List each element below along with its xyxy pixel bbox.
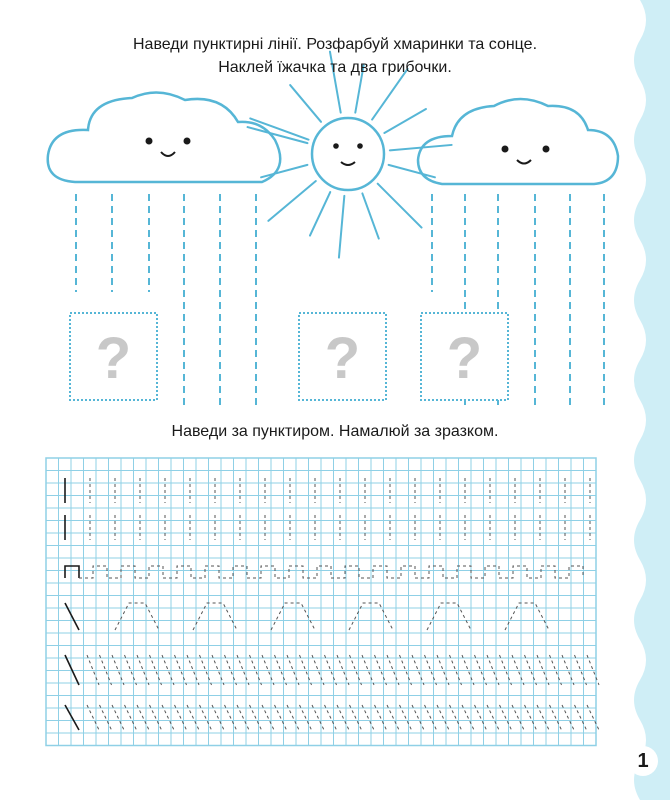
sun-ray	[339, 196, 344, 258]
sun-ray	[378, 184, 422, 228]
sun-ray	[290, 85, 321, 122]
sticker-placeholder-3	[421, 313, 508, 400]
cloud-left	[48, 92, 281, 182]
sun-ray	[362, 193, 378, 238]
writing-grid	[46, 458, 596, 746]
sticker-placeholder-1	[70, 313, 157, 400]
sticker-area	[70, 313, 508, 400]
instruction-2: Наклей їжачка та два грибочки.	[218, 59, 452, 76]
instruction-3: Наведи за пунктиром. Намалюй за зразком.	[171, 423, 499, 440]
sticker-placeholder-2	[299, 313, 386, 400]
sun-ray	[310, 192, 330, 236]
question-mark-2: ?	[324, 326, 361, 391]
question-mark-1: ?	[95, 326, 132, 391]
margin-decoration	[634, 0, 670, 800]
page-number: 1	[628, 746, 658, 776]
cloud-right	[418, 99, 618, 184]
sun-ray	[268, 181, 315, 221]
sun-ray	[384, 109, 426, 133]
question-mark-3: ?	[446, 326, 483, 391]
instruction-1: Наведи пунктирні лінії. Розфарбуй хмаринки та сонце.	[132, 36, 538, 53]
